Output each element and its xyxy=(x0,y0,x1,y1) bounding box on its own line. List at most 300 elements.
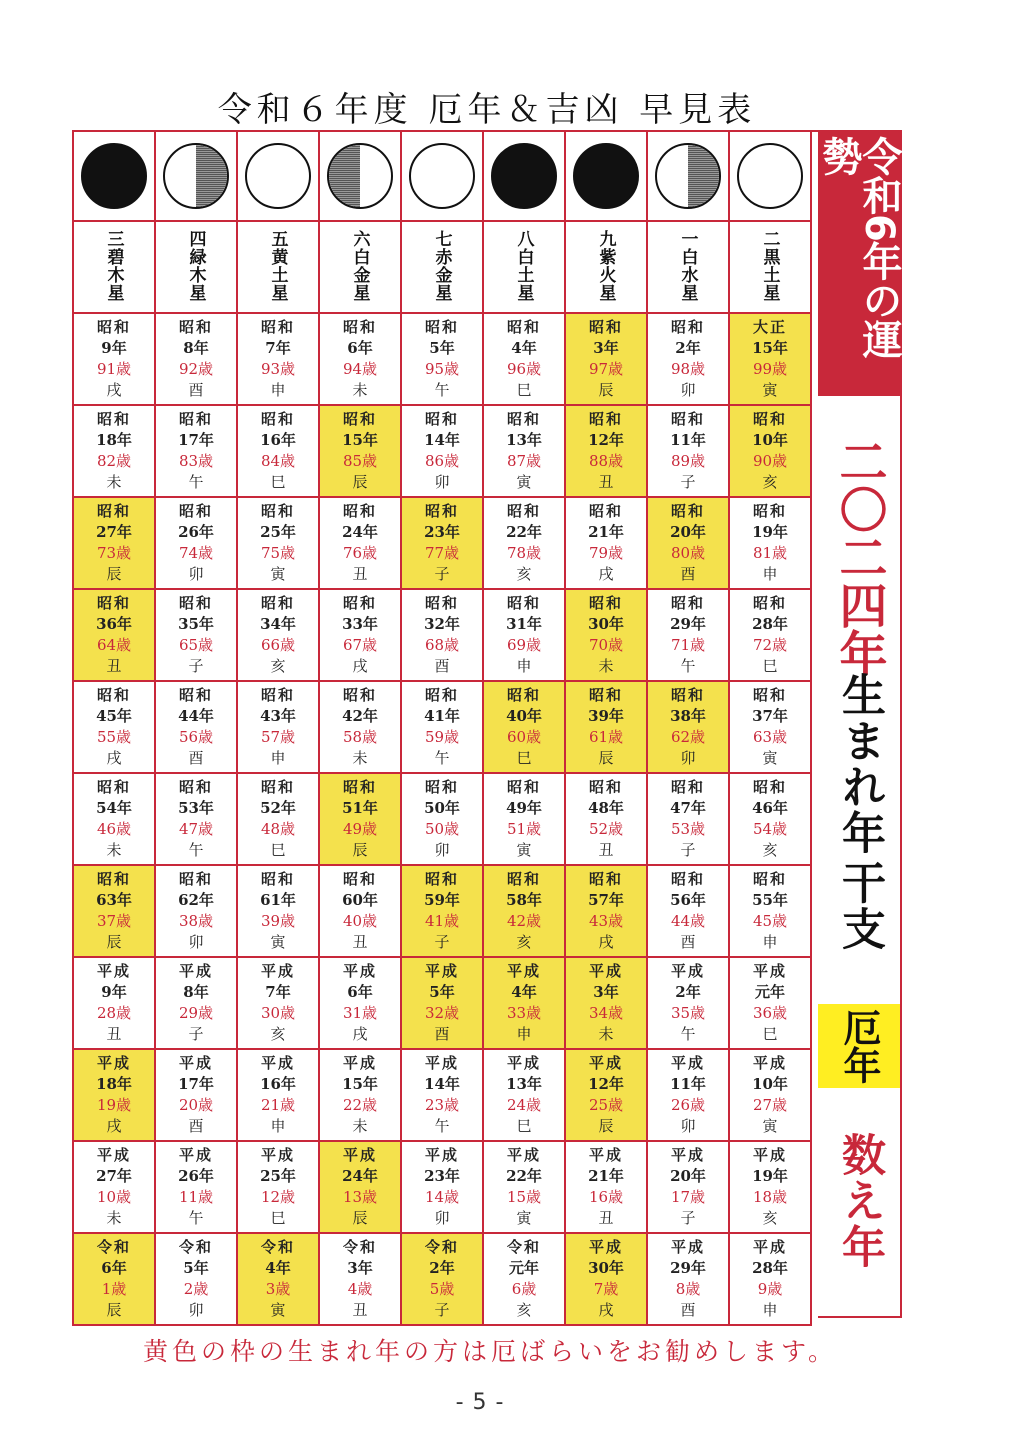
table-cell xyxy=(730,590,812,682)
table-row xyxy=(74,866,820,958)
cell-zodiac: 辰 xyxy=(352,1209,368,1227)
cell-year: 5年 xyxy=(429,983,455,1001)
cell-zodiac: 申 xyxy=(270,381,286,399)
table-row xyxy=(74,958,820,1050)
cell-year: 52年 xyxy=(260,799,296,817)
cell-era: 昭和 xyxy=(506,594,541,612)
yakudoshi-cell xyxy=(74,866,156,958)
cell-zodiac: 午 xyxy=(680,1025,696,1043)
cell-age: 23歳 xyxy=(424,1096,460,1114)
cell-age: 86歳 xyxy=(424,452,460,470)
cell-zodiac: 亥 xyxy=(270,657,286,675)
cell-age: 7歳 xyxy=(593,1280,619,1298)
cell-age: 64歳 xyxy=(96,636,132,654)
cell-era: 昭和 xyxy=(96,318,131,336)
yakudoshi-cell xyxy=(402,866,484,958)
cell-era: 令和 xyxy=(342,1238,377,1256)
side-kazoe-age xyxy=(818,1132,900,1270)
cell-year: 21年 xyxy=(588,523,624,541)
cell-era: 昭和 xyxy=(178,686,213,704)
cell-era: 昭和 xyxy=(96,778,131,796)
moon-cell xyxy=(566,132,648,222)
cell-era: 昭和 xyxy=(178,594,213,612)
table-row xyxy=(74,682,820,774)
cell-era: 昭和 xyxy=(670,594,705,612)
cell-era: 昭和 xyxy=(178,870,213,888)
cell-era: 昭和 xyxy=(342,318,377,336)
moon-cell xyxy=(648,132,730,222)
cell-zodiac: 卯 xyxy=(434,473,450,491)
cell-zodiac: 未 xyxy=(106,1209,122,1227)
cell-zodiac: 申 xyxy=(762,933,778,951)
cell-era: 平成 xyxy=(752,962,787,980)
cell-era: 昭和 xyxy=(178,502,213,520)
cell-age: 24歳 xyxy=(506,1096,542,1114)
cell-year: 55年 xyxy=(752,891,788,909)
cell-era: 昭和 xyxy=(588,870,623,888)
cell-year: 25年 xyxy=(260,1167,296,1185)
moon-cell xyxy=(484,132,566,222)
side-yakudoshi-label xyxy=(818,1004,900,1088)
cell-age: 9歳 xyxy=(757,1280,783,1298)
cell-age: 43歳 xyxy=(588,912,624,930)
cell-age: 49歳 xyxy=(342,820,378,838)
cell-zodiac: 子 xyxy=(680,473,696,491)
cell-zodiac: 寅 xyxy=(516,841,532,859)
yakudoshi-cell xyxy=(648,498,730,590)
cell-age: 6歳 xyxy=(511,1280,537,1298)
cell-zodiac: 丑 xyxy=(106,657,122,675)
table-cell xyxy=(648,958,730,1050)
cell-zodiac: 未 xyxy=(352,749,368,767)
moon-full-icon xyxy=(491,143,557,209)
star-name: 一白水星 xyxy=(677,230,698,302)
yakudoshi-cell xyxy=(484,866,566,958)
cell-era: 平成 xyxy=(424,1054,459,1072)
cell-age: 85歳 xyxy=(342,452,378,470)
cell-age: 21歳 xyxy=(260,1096,296,1114)
star-header-row xyxy=(74,222,820,314)
table-cell xyxy=(648,590,730,682)
cell-zodiac: 午 xyxy=(434,1117,450,1135)
table-cell xyxy=(238,406,320,498)
cell-zodiac: 申 xyxy=(762,1301,778,1319)
yakudoshi-cell xyxy=(402,958,484,1050)
cell-year: 60年 xyxy=(342,891,378,909)
cell-zodiac: 寅 xyxy=(270,565,286,583)
cell-age: 35歳 xyxy=(670,1004,706,1022)
yakudoshi-cell xyxy=(566,866,648,958)
yakudoshi-cell xyxy=(566,1234,648,1326)
cell-age: 57歳 xyxy=(260,728,296,746)
cell-zodiac: 卯 xyxy=(680,381,696,399)
cell-zodiac: 子 xyxy=(188,1025,204,1043)
cell-year: 3年 xyxy=(347,1259,373,1277)
cell-year: 46年 xyxy=(752,799,788,817)
cell-era: 昭和 xyxy=(506,870,541,888)
cell-year: 32年 xyxy=(424,615,460,633)
cell-era: 昭和 xyxy=(96,502,131,520)
cell-year: 28年 xyxy=(752,615,788,633)
table-cell xyxy=(320,498,402,590)
cell-zodiac: 辰 xyxy=(352,841,368,859)
cell-era: 平成 xyxy=(342,962,377,980)
table-cell xyxy=(156,314,238,406)
cell-zodiac: 午 xyxy=(434,381,450,399)
side-fortune-text: 令和6年の運勢 xyxy=(816,136,902,358)
cell-age: 45歳 xyxy=(752,912,788,930)
cell-era: 昭和 xyxy=(588,594,623,612)
cell-year: 57年 xyxy=(588,891,624,909)
moon-right-half-icon xyxy=(163,143,229,209)
cell-era: 平成 xyxy=(752,1054,787,1072)
table-cell xyxy=(484,774,566,866)
cell-year: 15年 xyxy=(752,339,788,357)
cell-era: 大正 xyxy=(752,318,787,336)
cell-era: 平成 xyxy=(96,1146,131,1164)
table-cell xyxy=(320,958,402,1050)
cell-year: 11年 xyxy=(670,431,706,449)
cell-zodiac: 酉 xyxy=(680,933,696,951)
cell-age: 26歳 xyxy=(670,1096,706,1114)
cell-era: 昭和 xyxy=(342,594,377,612)
cell-zodiac: 酉 xyxy=(680,1301,696,1319)
cell-era: 昭和 xyxy=(752,502,787,520)
cell-zodiac: 卯 xyxy=(680,749,696,767)
cell-era: 昭和 xyxy=(424,410,459,428)
side-kazoe-text: 数え年 xyxy=(834,1132,885,1270)
table-cell xyxy=(730,1050,812,1142)
cell-year: 50年 xyxy=(424,799,460,817)
star-name: 七赤金星 xyxy=(431,230,452,302)
cell-year: 7年 xyxy=(265,983,291,1001)
cell-age: 67歳 xyxy=(342,636,378,654)
cell-year: 63年 xyxy=(96,891,132,909)
cell-era: 昭和 xyxy=(260,410,295,428)
cell-age: 50歳 xyxy=(424,820,460,838)
cell-zodiac: 辰 xyxy=(106,933,122,951)
page-title: 令和６年度 厄年＆吉凶 早見表 xyxy=(217,90,757,130)
cell-year: 元年 xyxy=(508,1259,539,1277)
cell-age: 84歳 xyxy=(260,452,296,470)
cell-era: 昭和 xyxy=(424,778,459,796)
star-name: 九紫火星 xyxy=(595,230,616,302)
cell-year: 8年 xyxy=(183,983,209,1001)
cell-age: 91歳 xyxy=(96,360,132,378)
cell-era: 平成 xyxy=(342,1054,377,1072)
cell-era: 昭和 xyxy=(424,318,459,336)
cell-age: 79歳 xyxy=(588,544,624,562)
cell-year: 2年 xyxy=(675,983,701,1001)
cell-year: 24年 xyxy=(342,1167,378,1185)
cell-zodiac: 丑 xyxy=(352,933,368,951)
table-cell xyxy=(730,498,812,590)
cell-era: 平成 xyxy=(424,1146,459,1164)
cell-era: 平成 xyxy=(752,1238,787,1256)
cell-year: 27年 xyxy=(96,523,132,541)
table-row xyxy=(74,314,820,406)
cell-age: 83歳 xyxy=(178,452,214,470)
cell-era: 昭和 xyxy=(752,594,787,612)
yakudoshi-cell xyxy=(320,406,402,498)
cell-age: 92歳 xyxy=(178,360,214,378)
table-cell xyxy=(402,774,484,866)
cell-age: 56歳 xyxy=(178,728,214,746)
table-cell xyxy=(320,682,402,774)
cell-age: 81歳 xyxy=(752,544,788,562)
cell-zodiac: 亥 xyxy=(516,565,532,583)
star-name: 三碧木星 xyxy=(103,230,124,302)
cell-age: 28歳 xyxy=(96,1004,132,1022)
yakudoshi-cell xyxy=(320,774,402,866)
cell-era: 昭和 xyxy=(506,410,541,428)
table-cell xyxy=(402,590,484,682)
cell-year: 58年 xyxy=(506,891,542,909)
table-row xyxy=(74,1142,820,1234)
moon-cell xyxy=(156,132,238,222)
cell-age: 8歳 xyxy=(675,1280,701,1298)
cell-year: 33年 xyxy=(342,615,378,633)
cell-era: 昭和 xyxy=(424,594,459,612)
cell-age: 15歳 xyxy=(506,1188,542,1206)
yakudoshi-cell xyxy=(74,1234,156,1326)
cell-era: 昭和 xyxy=(670,502,705,520)
cell-year: 49年 xyxy=(506,799,542,817)
cell-era: 平成 xyxy=(260,1054,295,1072)
cell-age: 96歳 xyxy=(506,360,542,378)
cell-year: 61年 xyxy=(260,891,296,909)
cell-zodiac: 子 xyxy=(188,657,204,675)
table-cell xyxy=(484,1142,566,1234)
cell-year: 22年 xyxy=(506,1167,542,1185)
cell-age: 20歳 xyxy=(178,1096,214,1114)
yakudoshi-cell xyxy=(566,958,648,1050)
cell-zodiac: 巳 xyxy=(516,749,532,767)
table-cell xyxy=(648,314,730,406)
cell-era: 昭和 xyxy=(178,778,213,796)
cell-zodiac: 未 xyxy=(352,1117,368,1135)
cell-era: 平成 xyxy=(670,1238,705,1256)
cell-year: 12年 xyxy=(588,1075,624,1093)
table-cell xyxy=(648,406,730,498)
cell-year: 17年 xyxy=(178,1075,214,1093)
cell-year: 20年 xyxy=(670,523,706,541)
cell-zodiac: 卯 xyxy=(188,565,204,583)
cell-zodiac: 卯 xyxy=(434,1209,450,1227)
cell-year: 37年 xyxy=(752,707,788,725)
cell-zodiac: 酉 xyxy=(188,749,204,767)
cell-era: 昭和 xyxy=(96,686,131,704)
cell-zodiac: 午 xyxy=(680,657,696,675)
cell-era: 昭和 xyxy=(260,778,295,796)
cell-era: 平成 xyxy=(588,1238,623,1256)
cell-era: 平成 xyxy=(588,962,623,980)
table-cell xyxy=(238,314,320,406)
table-cell xyxy=(320,314,402,406)
cell-year: 53年 xyxy=(178,799,214,817)
cell-age: 29歳 xyxy=(178,1004,214,1022)
table-cell xyxy=(156,1234,238,1326)
cell-zodiac: 巳 xyxy=(516,381,532,399)
cell-age: 25歳 xyxy=(588,1096,624,1114)
cell-zodiac: 申 xyxy=(762,565,778,583)
cell-age: 82歳 xyxy=(96,452,132,470)
cell-age: 70歳 xyxy=(588,636,624,654)
table-cell xyxy=(402,314,484,406)
cell-year: 26年 xyxy=(178,523,214,541)
cell-year: 23年 xyxy=(424,523,460,541)
cell-zodiac: 丑 xyxy=(352,1301,368,1319)
cell-era: 昭和 xyxy=(424,870,459,888)
page-number: - 5 - xyxy=(455,1390,505,1415)
table-cell xyxy=(566,1142,648,1234)
cell-age: 10歳 xyxy=(96,1188,132,1206)
yakudoshi-cell xyxy=(730,406,812,498)
table-row xyxy=(74,406,820,498)
table-cell xyxy=(566,498,648,590)
cell-zodiac: 巳 xyxy=(270,473,286,491)
cell-year: 14年 xyxy=(424,1075,460,1093)
yakudoshi-cell xyxy=(74,498,156,590)
cell-era: 平成 xyxy=(424,962,459,980)
cell-era: 昭和 xyxy=(588,318,623,336)
table-cell xyxy=(156,682,238,774)
yakudoshi-cell xyxy=(484,958,566,1050)
moon-cell xyxy=(320,132,402,222)
cell-zodiac: 戌 xyxy=(352,657,368,675)
cell-zodiac: 辰 xyxy=(598,1117,614,1135)
cell-zodiac: 酉 xyxy=(188,1117,204,1135)
table-row xyxy=(74,498,820,590)
cell-year: 19年 xyxy=(752,523,788,541)
cell-era: 昭和 xyxy=(670,686,705,704)
star-name: 二黒土星 xyxy=(759,230,780,302)
star-header-cell xyxy=(648,222,730,314)
cell-age: 38歳 xyxy=(178,912,214,930)
table-cell xyxy=(156,866,238,958)
cell-era: 平成 xyxy=(588,1054,623,1072)
cell-year: 59年 xyxy=(424,891,460,909)
table-row xyxy=(74,774,820,866)
cell-zodiac: 亥 xyxy=(516,933,532,951)
cell-era: 令和 xyxy=(96,1238,131,1256)
cell-age: 44歳 xyxy=(670,912,706,930)
cell-zodiac: 辰 xyxy=(598,381,614,399)
cell-age: 22歳 xyxy=(342,1096,378,1114)
cell-year: 29年 xyxy=(670,1259,706,1277)
cell-year: 35年 xyxy=(178,615,214,633)
star-name: 八白土星 xyxy=(513,230,534,302)
cell-zodiac: 寅 xyxy=(762,1117,778,1135)
cell-age: 51歳 xyxy=(506,820,542,838)
table-cell xyxy=(156,406,238,498)
cell-era: 昭和 xyxy=(670,870,705,888)
cell-year: 13年 xyxy=(506,431,542,449)
cell-zodiac: 寅 xyxy=(270,1301,286,1319)
cell-age: 1歳 xyxy=(101,1280,127,1298)
cell-era: 平成 xyxy=(752,1146,787,1164)
cell-era: 昭和 xyxy=(752,870,787,888)
cell-zodiac: 寅 xyxy=(762,749,778,767)
table-cell xyxy=(730,682,812,774)
cell-age: 3歳 xyxy=(265,1280,291,1298)
star-name: 五黄土星 xyxy=(267,230,288,302)
cell-age: 27歳 xyxy=(752,1096,788,1114)
table-cell xyxy=(238,774,320,866)
cell-year: 45年 xyxy=(96,707,132,725)
table-cell xyxy=(156,958,238,1050)
cell-year: 2年 xyxy=(675,339,701,357)
cell-year: 15年 xyxy=(342,1075,378,1093)
table-cell xyxy=(74,1142,156,1234)
cell-era: 平成 xyxy=(96,1054,131,1072)
moon-empty-icon xyxy=(737,143,803,209)
cell-era: 昭和 xyxy=(588,410,623,428)
table-cell xyxy=(402,1050,484,1142)
cell-year: 10年 xyxy=(752,1075,788,1093)
cell-era: 昭和 xyxy=(588,502,623,520)
cell-age: 71歳 xyxy=(670,636,706,654)
cell-zodiac: 申 xyxy=(516,657,532,675)
cell-year: 41年 xyxy=(424,707,460,725)
cell-year: 47年 xyxy=(670,799,706,817)
table-cell xyxy=(74,958,156,1050)
cell-era: 平成 xyxy=(178,962,213,980)
yakudoshi-cell xyxy=(648,682,730,774)
cell-era: 昭和 xyxy=(506,502,541,520)
cell-zodiac: 午 xyxy=(188,841,204,859)
moon-full-icon xyxy=(573,143,639,209)
cell-age: 58歳 xyxy=(342,728,378,746)
cell-year: 4年 xyxy=(265,1259,291,1277)
cell-year: 38年 xyxy=(670,707,706,725)
side-panel xyxy=(818,130,902,1318)
cell-year: 27年 xyxy=(96,1167,132,1185)
table-cell xyxy=(74,774,156,866)
table-cell xyxy=(74,682,156,774)
table-cell xyxy=(648,866,730,958)
cell-era: 昭和 xyxy=(96,410,131,428)
cell-year: 13年 xyxy=(506,1075,542,1093)
cell-year: 30年 xyxy=(588,615,624,633)
table-cell xyxy=(156,590,238,682)
cell-year: 16年 xyxy=(260,431,296,449)
table-cell xyxy=(238,1050,320,1142)
cell-year: 39年 xyxy=(588,707,624,725)
cell-zodiac: 巳 xyxy=(270,1209,286,1227)
cell-year: 4年 xyxy=(511,983,537,1001)
table-cell xyxy=(484,498,566,590)
cell-age: 60歳 xyxy=(506,728,542,746)
cell-age: 31歳 xyxy=(342,1004,378,1022)
cell-zodiac: 酉 xyxy=(434,657,450,675)
cell-zodiac: 丑 xyxy=(106,1025,122,1043)
table-cell xyxy=(320,590,402,682)
yakudoshi-cell xyxy=(566,590,648,682)
cell-zodiac: 申 xyxy=(270,749,286,767)
cell-year: 25年 xyxy=(260,523,296,541)
cell-age: 68歳 xyxy=(424,636,460,654)
cell-year: 3年 xyxy=(593,339,619,357)
table-cell xyxy=(156,774,238,866)
cell-zodiac: 午 xyxy=(188,473,204,491)
cell-year: 6年 xyxy=(347,983,373,1001)
cell-year: 12年 xyxy=(588,431,624,449)
moon-empty-icon xyxy=(245,143,311,209)
cell-age: 65歳 xyxy=(178,636,214,654)
yakudoshi-cell xyxy=(320,1142,402,1234)
table-cell xyxy=(238,1142,320,1234)
